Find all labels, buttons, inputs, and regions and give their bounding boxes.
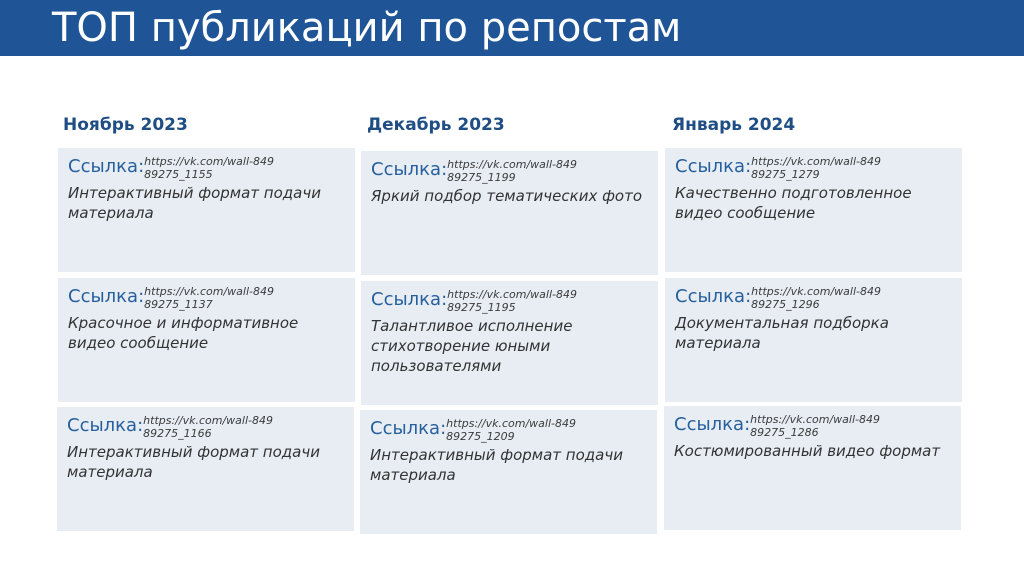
link-label: Ссылка: — [68, 286, 145, 307]
header-bar — [0, 0, 1024, 56]
post-card — [665, 278, 962, 402]
link-label: Ссылка: — [68, 156, 145, 177]
post-link[interactable]: https://vk.com/wall-84989275_1286 — [750, 413, 880, 439]
post-link[interactable]: https://vk.com/wall-84989275_1137 — [144, 285, 274, 311]
link-label: Ссылка: — [67, 415, 144, 436]
post-description: Интерактивный формат подачи материала — [67, 443, 320, 481]
post-description: Интерактивный формат подачи материала — [370, 446, 623, 484]
post-description: Яркий подбор тематических фото — [371, 187, 643, 205]
post-card — [664, 406, 961, 530]
post-link[interactable]: https://vk.com/wall-84989275_1195 — [447, 288, 577, 314]
page-title: ТОП публикаций по репостам — [52, 5, 682, 51]
post-card — [57, 407, 354, 531]
link-label: Ссылка: — [370, 418, 447, 439]
link-label: Ссылка: — [674, 414, 751, 435]
link-label: Ссылка: — [675, 286, 752, 307]
post-card — [360, 410, 657, 534]
post-card — [361, 281, 658, 405]
column-title-november: Ноябрь 2023 — [63, 115, 188, 135]
post-description: Талантливое исполнение стихотворение юными пользователями — [371, 317, 573, 375]
post-description: Документальная подборка материала — [675, 314, 889, 352]
post-link[interactable]: https://vk.com/wall-84989275_1209 — [446, 417, 576, 443]
post-description: Красочное и информативное видео сообщение — [68, 314, 299, 352]
post-card — [665, 148, 962, 272]
post-card — [58, 148, 355, 272]
post-link[interactable]: https://vk.com/wall-84989275_1296 — [751, 285, 881, 311]
post-link[interactable]: https://vk.com/wall-84989275_1199 — [447, 158, 577, 184]
post-link[interactable]: https://vk.com/wall-84989275_1279 — [751, 155, 881, 181]
post-link[interactable]: https://vk.com/wall-84989275_1155 — [144, 155, 274, 181]
link-label: Ссылка: — [371, 289, 448, 310]
post-link[interactable]: https://vk.com/wall-84989275_1166 — [143, 414, 273, 440]
column-title-december: Декабрь 2023 — [367, 115, 505, 135]
column-title-january: Январь 2024 — [672, 115, 796, 135]
post-card — [361, 151, 658, 275]
post-description: Костюмированный видео формат — [674, 442, 941, 460]
post-description: Качественно подготовленное видео сообщение — [675, 184, 912, 222]
link-label: Ссылка: — [675, 156, 752, 177]
post-card — [58, 278, 355, 402]
post-description: Интерактивный формат подачи материала — [68, 184, 321, 222]
link-label: Ссылка: — [371, 159, 448, 180]
